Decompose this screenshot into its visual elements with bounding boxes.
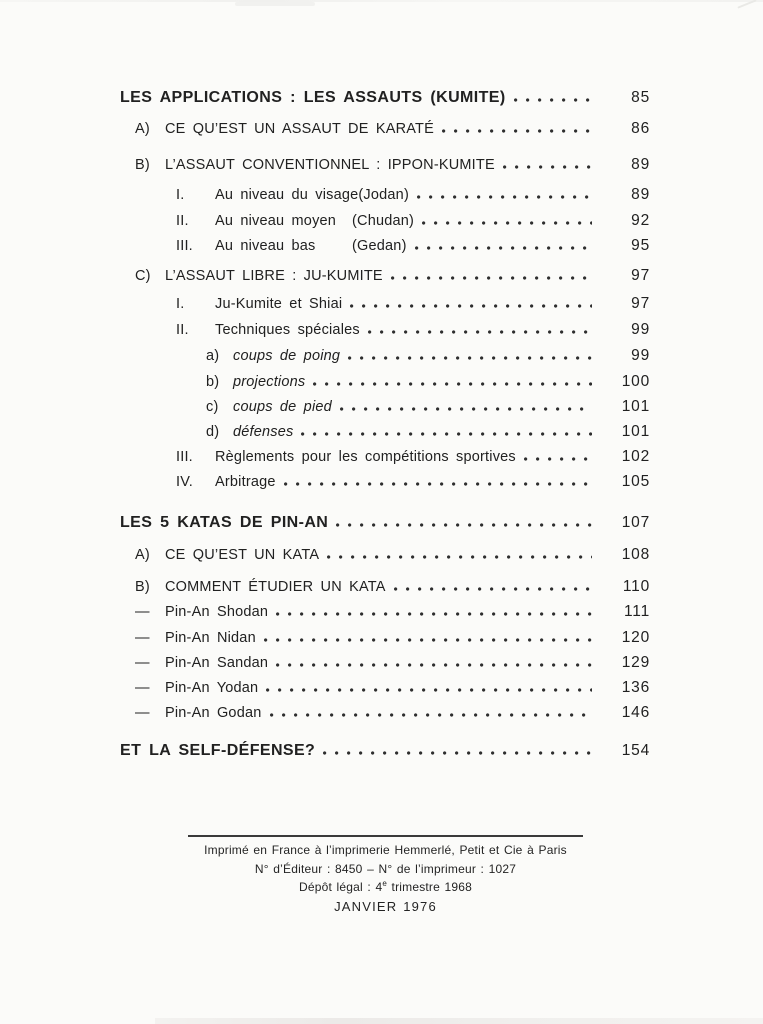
toc-entry-title: LES 5 KATAS DE PIN-AN (120, 514, 329, 531)
dot-leader (415, 245, 592, 250)
dot-leader (350, 303, 592, 308)
colophon-date-line: JANVIER 1976 (334, 898, 437, 914)
dot-leader (336, 522, 592, 527)
toc-entry (120, 577, 650, 597)
toc-entry-title: Ju-Kumite et Shiai (215, 296, 343, 312)
toc-entry-page: 105 (621, 473, 650, 490)
toc-entry (120, 472, 650, 492)
table-of-contents (120, 88, 650, 760)
toc-entry-marker: II. (176, 213, 189, 229)
scan-artifact-bottom-edge (155, 1018, 763, 1024)
toc-entry-title: Pin-An Sandan (165, 655, 269, 671)
toc-entry (120, 422, 650, 442)
toc-entry-page: 92 (631, 212, 650, 229)
dot-leader (368, 329, 592, 334)
toc-entry (120, 211, 650, 231)
toc-entry-title: CE QU’EST UN KATA (165, 547, 320, 563)
dot-leader (327, 554, 592, 559)
toc-entry (120, 653, 650, 673)
toc-entry-title: ET LA SELF-DÉFENSE? (120, 742, 316, 759)
colophon-legal-line (188, 878, 583, 897)
toc-entry-page: 102 (621, 448, 650, 465)
colophon-rule (188, 835, 583, 837)
toc-entry-title: Règlements pour les compétitions sportives (215, 449, 516, 465)
dot-leader (348, 355, 592, 360)
dot-leader (514, 97, 592, 102)
toc-entry (120, 372, 650, 392)
toc-entry-title: Pin-An Nidan (165, 630, 256, 646)
dot-leader (276, 611, 592, 616)
dot-leader (266, 687, 592, 692)
toc-entry-title: LES APPLICATIONS : LES ASSAUTS (KUMITE) (120, 89, 506, 106)
dot-leader (394, 586, 592, 591)
toc-entry-page: 100 (621, 373, 650, 390)
toc-entry-page: 108 (621, 546, 650, 563)
colophon-legal-suffix: trimestre 1968 (387, 880, 473, 894)
toc-entry-marker: III. (176, 238, 193, 254)
toc-entry (120, 155, 650, 175)
toc-entry-title: Pin-An Shodan (165, 604, 269, 620)
toc-entry (120, 397, 650, 417)
toc-entry-title: CE QU’EST UN ASSAUT DE KARATÉ (165, 121, 434, 137)
dot-leader (313, 381, 592, 386)
toc-entry-page: 146 (621, 704, 650, 721)
toc-entry-title: Pin-An Godan (165, 705, 262, 721)
toc-entry (120, 294, 650, 314)
scan-artifact-top-edge (0, 0, 763, 2)
toc-entry-title: Techniques spéciales (215, 322, 360, 338)
toc-entry-marker: A) (135, 547, 150, 563)
dot-leader (264, 637, 592, 642)
dot-leader (323, 750, 592, 755)
toc-entry (120, 185, 650, 205)
toc-entry-page: 86 (631, 120, 650, 137)
toc-entry (120, 602, 650, 622)
colophon-printer-line: Imprimé en France à l’imprimerie Hemmerlé, Petit et Cie à Paris (204, 843, 567, 857)
toc-entry-title: coups de pied (233, 399, 332, 415)
toc-entry-page: 85 (631, 89, 650, 106)
toc-entry-marker: I. (176, 296, 185, 312)
toc-entry-title: L’ASSAUT LIBRE : JU-KUMITE (165, 268, 383, 284)
dot-leader (524, 456, 592, 461)
toc-entry-marker: I. (176, 187, 185, 203)
toc-entry-title: Au niveau moyen (215, 213, 337, 229)
dot-leader (340, 406, 592, 411)
toc-entry-page: 95 (631, 237, 650, 254)
toc-entry-marker: b) (206, 374, 220, 390)
toc-entry (120, 119, 650, 139)
toc-entry-marker: d) (206, 424, 220, 440)
colophon-legal-superscript: e (382, 879, 387, 888)
dot-leader (391, 275, 592, 280)
dot-leader (417, 194, 592, 199)
toc-entry (120, 741, 650, 760)
toc-entry-marker: A) (135, 121, 150, 137)
dot-leader (301, 431, 592, 436)
toc-entry-page: 120 (621, 629, 650, 646)
toc-entry-title: COMMENT ÉTUDIER UN KATA (165, 579, 386, 595)
toc-entry-marker: c) (206, 399, 219, 415)
scan-artifact-smudge (235, 2, 315, 6)
toc-entry-page: 99 (631, 321, 650, 338)
dot-leader (422, 220, 592, 225)
toc-entry-marker: B) (135, 579, 150, 595)
toc-entry (120, 346, 650, 366)
toc-entry-page: 89 (631, 186, 650, 203)
toc-entry-marker: a) (206, 348, 220, 364)
colophon-legal-prefix: Dépôt légal : 4 (298, 880, 383, 894)
toc-entry-marker: — (135, 655, 150, 671)
toc-entry-title: projections (233, 374, 306, 390)
toc-entry-page: 129 (621, 654, 650, 671)
toc-entry-marker: — (135, 604, 150, 620)
dot-leader (270, 712, 593, 717)
colophon (188, 835, 583, 916)
toc-entry-marker: C) (135, 268, 151, 284)
toc-entry (120, 545, 650, 565)
toc-entry (120, 266, 650, 286)
toc-entry-page: 99 (631, 347, 650, 364)
toc-entry-marker: IV. (176, 474, 193, 490)
toc-entry-page: 97 (631, 295, 650, 312)
toc-entry-page: 97 (631, 267, 650, 284)
toc-entry (120, 88, 650, 107)
dot-leader (276, 662, 592, 667)
toc-entry (120, 628, 650, 648)
toc-entry-marker: — (135, 630, 150, 646)
toc-entry-subtitle: (Chudan) (352, 213, 415, 229)
toc-entry-page: 136 (621, 679, 650, 696)
dot-leader (503, 164, 592, 169)
colophon-editor-line: N° d’Éditeur : 8450 – N° de l’imprimeur : 1027 (254, 861, 517, 876)
toc-entry-page: 111 (624, 603, 650, 620)
toc-entry-page: 101 (621, 398, 650, 415)
toc-entry-subtitle: (Gedan) (352, 238, 407, 254)
toc-entry (120, 513, 650, 532)
toc-entry-title: Arbitrage (215, 474, 276, 490)
toc-entry-title: coups de poing (233, 348, 341, 364)
toc-entry-marker: III. (176, 449, 193, 465)
toc-entry (120, 236, 650, 256)
dot-leader (284, 481, 592, 486)
toc-entry-title: Au niveau du visage (215, 187, 359, 203)
toc-entry-page: 154 (621, 742, 650, 759)
toc-entry-marker: B) (135, 157, 150, 173)
toc-entry-title: L’ASSAUT CONVENTIONNEL : IPPON-KUMITE (165, 157, 495, 173)
toc-entry-marker: — (135, 680, 150, 696)
toc-entry (120, 447, 650, 467)
toc-entry-marker: II. (176, 322, 189, 338)
toc-entry (120, 703, 650, 723)
toc-entry-title: défenses (233, 424, 294, 440)
toc-entry (120, 320, 650, 340)
toc-entry-title: Au niveau bas (215, 238, 316, 254)
toc-entry-page: 107 (621, 514, 650, 531)
dot-leader (442, 128, 592, 133)
toc-entry-page: 101 (621, 423, 650, 440)
toc-entry (120, 678, 650, 698)
toc-entry-subtitle: (Jodan) (358, 187, 409, 203)
toc-entry-page: 110 (622, 578, 650, 595)
toc-entry-page: 89 (631, 156, 650, 173)
toc-entry-title: Pin-An Yodan (165, 680, 259, 696)
toc-entry-marker: — (135, 705, 150, 721)
